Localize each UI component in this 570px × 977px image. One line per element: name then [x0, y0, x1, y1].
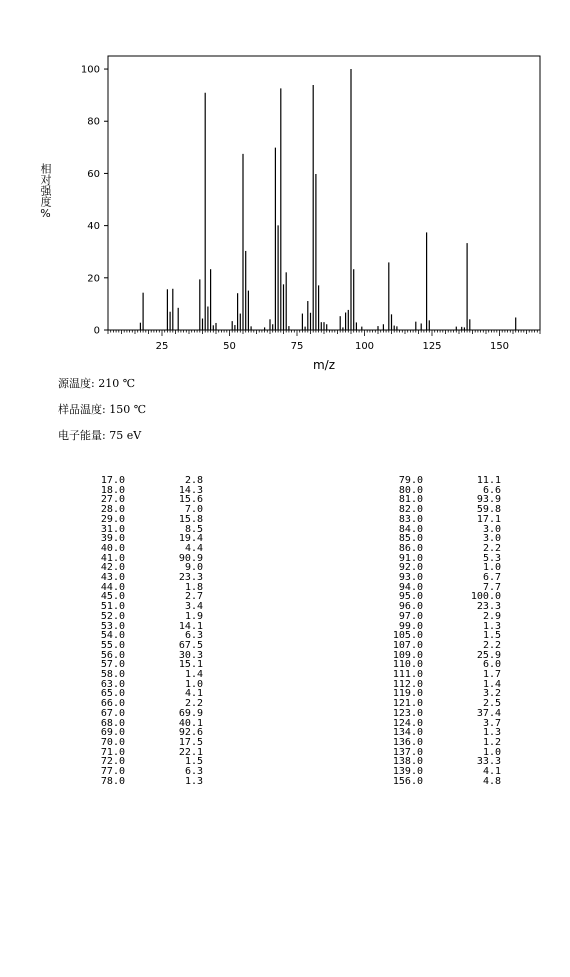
column-gap — [423, 505, 461, 515]
abundance-value: 93.9 — [476, 494, 501, 506]
abundance-value: 69.9 — [178, 707, 203, 719]
abundance-value: 14.3 — [178, 484, 203, 496]
abundance-value: 25.9 — [476, 649, 501, 661]
mz-value: 79.0 — [398, 475, 423, 486]
column-gap — [423, 680, 461, 690]
abundance-value: 3.0 — [482, 533, 501, 545]
mz-value: 84.0 — [398, 523, 423, 535]
abundance-value: 6.3 — [184, 630, 203, 642]
abundance-value: 1.4 — [184, 669, 203, 681]
mz-value: 77.0 — [100, 766, 125, 778]
abundance-value: 23.3 — [476, 601, 501, 613]
column-gap — [125, 641, 163, 651]
abundance-value: 15.6 — [178, 494, 203, 506]
mz-value: 66.0 — [100, 698, 125, 710]
mz-value: 68.0 — [100, 717, 125, 729]
column-gap — [423, 660, 461, 670]
abundance-value: 1.4 — [482, 678, 501, 690]
abundance-value: 30.3 — [178, 649, 203, 661]
abundance-value: 11.1 — [476, 475, 501, 486]
x-axis — [108, 330, 540, 352]
mz-value: 28.0 — [100, 504, 125, 516]
column-gap — [423, 573, 461, 583]
column-gap — [423, 563, 461, 573]
x-tick-label: 50 — [223, 341, 236, 352]
column-gap — [423, 709, 461, 719]
abundance-value: 5.3 — [482, 552, 501, 564]
abundance-value: 22.1 — [178, 746, 203, 758]
column-gap — [423, 699, 461, 709]
mz-value: 110.0 — [392, 659, 423, 671]
mz-value: 112.0 — [392, 678, 423, 690]
column-gap — [125, 602, 163, 612]
abundance-value: 37.4 — [476, 707, 501, 719]
abundance-value: 15.8 — [178, 513, 203, 525]
column-gap — [423, 767, 461, 777]
abundance-value: 2.2 — [482, 639, 501, 651]
abundance-value: 7.0 — [184, 504, 203, 516]
mz-value: 55.0 — [100, 639, 125, 651]
mz-value: 31.0 — [100, 523, 125, 535]
mz-value: 18.0 — [100, 484, 125, 496]
column-gap — [423, 651, 461, 661]
abundance-value: 4.1 — [482, 766, 501, 778]
mz-value: 81.0 — [398, 494, 423, 506]
column-gap — [423, 476, 461, 486]
x-tick-label: 100 — [354, 341, 375, 352]
mz-value: 124.0 — [392, 717, 423, 729]
column-gap — [125, 738, 163, 748]
abundance-value: 6.3 — [184, 766, 203, 778]
column-gap — [125, 495, 163, 505]
mz-value: 139.0 — [392, 766, 423, 778]
column-gap — [423, 495, 461, 505]
mz-value: 58.0 — [100, 669, 125, 681]
mz-value: 54.0 — [100, 630, 125, 642]
spectrum-bars — [140, 69, 515, 330]
peak-table-left — [89, 476, 203, 787]
column-gap — [423, 525, 461, 535]
mz-value: 96.0 — [398, 601, 423, 613]
column-gap — [423, 641, 461, 651]
abundance-value: 90.9 — [178, 552, 203, 564]
mz-value: 72.0 — [100, 756, 125, 768]
mz-value: 105.0 — [392, 630, 423, 642]
mz-value: 99.0 — [398, 620, 423, 632]
abundance-value: 9.0 — [184, 562, 203, 574]
abundance-value: 2.8 — [184, 475, 203, 486]
column-gap — [125, 767, 163, 777]
mz-value: 123.0 — [392, 707, 423, 719]
column-gap — [423, 622, 461, 632]
mz-value: 83.0 — [398, 513, 423, 525]
column-gap — [423, 602, 461, 612]
column-gap — [423, 534, 461, 544]
mz-value: 41.0 — [100, 552, 125, 564]
abundance-value: 1.0 — [184, 678, 203, 690]
abundance-value: 19.4 — [178, 533, 203, 545]
mz-value: 121.0 — [392, 698, 423, 710]
mz-value: 45.0 — [100, 591, 125, 603]
column-gap — [125, 612, 163, 622]
column-gap — [423, 554, 461, 564]
mz-value: 56.0 — [100, 649, 125, 661]
mz-value: 136.0 — [392, 736, 423, 748]
x-tick-label: 25 — [155, 341, 169, 352]
column-gap — [423, 612, 461, 622]
mz-value: 82.0 — [398, 504, 423, 516]
column-gap — [423, 689, 461, 699]
abundance-value: 1.3 — [184, 775, 203, 787]
column-gap — [125, 563, 163, 573]
mz-value: 39.0 — [100, 533, 125, 545]
column-gap — [125, 554, 163, 564]
mz-value: 91.0 — [398, 552, 423, 564]
column-gap — [423, 670, 461, 680]
abundance-value: 1.5 — [482, 630, 501, 642]
mz-value: 57.0 — [100, 659, 125, 671]
mz-value: 119.0 — [392, 688, 423, 700]
mz-value: 65.0 — [100, 688, 125, 700]
abundance-value: 4.4 — [184, 542, 203, 554]
mz-value: 80.0 — [398, 484, 423, 496]
abundance-value: 1.2 — [482, 736, 501, 748]
abundance-value: 2.5 — [482, 698, 501, 710]
abundance-value: 17.5 — [178, 736, 203, 748]
abundance-value: 6.7 — [482, 572, 501, 584]
abundance-value: 4.8 — [482, 775, 501, 787]
column-gap — [125, 583, 163, 593]
column-gap — [423, 515, 461, 525]
abundance-value: 33.3 — [476, 756, 501, 768]
mass-spectrum-chart — [0, 0, 570, 375]
abundance-value: 59.8 — [476, 504, 501, 516]
mz-value: 85.0 — [398, 533, 423, 545]
abundance-value: 1.9 — [184, 610, 203, 622]
mz-value: 63.0 — [100, 678, 125, 690]
abundance-value: 40.1 — [178, 717, 203, 729]
mz-value: 69.0 — [100, 727, 125, 739]
peak-table-right — [387, 476, 501, 787]
abundance-value: 3.2 — [482, 688, 501, 700]
column-gap — [423, 486, 461, 496]
abundance-value: 2.9 — [482, 610, 501, 622]
column-gap — [125, 486, 163, 496]
abundance-value: 6.0 — [482, 659, 501, 671]
mz-value: 52.0 — [100, 610, 125, 622]
x-tick-label: 75 — [290, 341, 304, 352]
x-axis-label: m/z — [312, 358, 336, 372]
abundance-value: 1.3 — [482, 727, 501, 739]
column-gap — [125, 689, 163, 699]
mz-value: 51.0 — [100, 601, 125, 613]
abundance-value: 1.0 — [482, 562, 501, 574]
sample-temperature: 样品温度: 150 ℃ — [58, 403, 146, 416]
y-tick-label: 100 — [80, 64, 100, 76]
abundance-value: 23.3 — [178, 572, 203, 584]
abundance-value: 1.7 — [482, 669, 501, 681]
column-gap — [125, 651, 163, 661]
mz-value: 137.0 — [392, 746, 423, 758]
abundance-value: 3.7 — [482, 717, 501, 729]
mz-value: 94.0 — [398, 581, 423, 593]
column-gap — [125, 631, 163, 641]
column-gap — [423, 738, 461, 748]
x-tick-label: 150 — [489, 341, 510, 352]
abundance-value: 92.6 — [178, 727, 203, 739]
y-tick-label: 40 — [87, 221, 100, 233]
column-gap — [423, 748, 461, 758]
column-gap — [125, 515, 163, 525]
column-gap — [125, 719, 163, 729]
column-gap — [423, 583, 461, 593]
mz-value: 71.0 — [100, 746, 125, 758]
abundance-value: 7.7 — [482, 581, 501, 593]
mz-value: 95.0 — [398, 591, 423, 603]
abundance-value: 3.0 — [482, 523, 501, 535]
abundance-value: 1.0 — [482, 746, 501, 758]
column-gap — [125, 757, 163, 767]
mz-value: 40.0 — [100, 542, 125, 554]
y-tick-label: 80 — [87, 116, 100, 128]
column-gap — [125, 699, 163, 709]
column-gap — [125, 680, 163, 690]
column-gap — [125, 660, 163, 670]
column-gap — [125, 544, 163, 554]
column-gap — [423, 719, 461, 729]
mz-value: 44.0 — [100, 581, 125, 593]
column-gap — [423, 592, 461, 602]
abundance-value: 6.6 — [482, 484, 501, 496]
column-gap — [125, 728, 163, 738]
mz-value: 67.0 — [100, 707, 125, 719]
mz-value: 97.0 — [398, 610, 423, 622]
mz-value: 29.0 — [100, 513, 125, 525]
abundance-value: 2.2 — [184, 698, 203, 710]
abundance-value: 8.5 — [184, 523, 203, 535]
mz-value: 109.0 — [392, 649, 423, 661]
column-gap — [423, 544, 461, 554]
table-row — [89, 777, 203, 787]
mz-value: 156.0 — [392, 775, 423, 787]
column-gap — [125, 709, 163, 719]
abundance-value: 3.4 — [184, 601, 203, 613]
column-gap — [423, 777, 461, 787]
mz-value: 43.0 — [100, 572, 125, 584]
mz-value: 70.0 — [100, 736, 125, 748]
column-gap — [125, 622, 163, 632]
abundance-value: 1.3 — [482, 620, 501, 632]
abundance-value: 1.5 — [184, 756, 203, 768]
abundance-value: 17.1 — [476, 513, 501, 525]
abundance-value: 4.1 — [184, 688, 203, 700]
column-gap — [125, 748, 163, 758]
abundance-value: 14.1 — [178, 620, 203, 632]
mz-value: 93.0 — [398, 572, 423, 584]
mz-value: 111.0 — [392, 669, 423, 681]
column-gap — [125, 592, 163, 602]
electron-energy: 电子能量: 75 eV — [58, 429, 142, 442]
abundance-value: 2.2 — [482, 542, 501, 554]
table-row — [387, 777, 501, 787]
mz-value: 134.0 — [392, 727, 423, 739]
y-axis-label: 相对强度% — [39, 163, 52, 220]
column-gap — [423, 757, 461, 767]
y-tick-label: 20 — [87, 273, 100, 285]
mz-value: 17.0 — [100, 475, 125, 486]
mz-value: 53.0 — [100, 620, 125, 632]
mz-value: 92.0 — [398, 562, 423, 574]
abundance-value: 15.1 — [178, 659, 203, 671]
y-tick-label: 0 — [93, 325, 100, 337]
column-gap — [125, 505, 163, 515]
column-gap — [125, 777, 163, 787]
column-gap — [423, 728, 461, 738]
mz-value: 86.0 — [398, 542, 423, 554]
abundance-value: 2.7 — [184, 591, 203, 603]
y-tick-label: 60 — [87, 168, 100, 180]
mz-value: 107.0 — [392, 639, 423, 651]
mz-value: 138.0 — [392, 756, 423, 768]
column-gap — [125, 476, 163, 486]
column-gap — [423, 631, 461, 641]
column-gap — [125, 670, 163, 680]
mz-value: 78.0 — [100, 775, 125, 787]
x-tick-label: 125 — [422, 341, 442, 352]
column-gap — [125, 534, 163, 544]
conditions-block — [58, 377, 146, 455]
abundance-value: 100.0 — [470, 591, 501, 603]
column-gap — [125, 525, 163, 535]
mz-value: 27.0 — [100, 494, 125, 506]
source-temperature: 源温度: 210 ℃ — [58, 377, 135, 390]
mz-value: 42.0 — [100, 562, 125, 574]
column-gap — [125, 573, 163, 583]
abundance-value: 1.8 — [184, 581, 203, 593]
abundance-value: 67.5 — [178, 639, 203, 651]
y-axis — [81, 65, 108, 337]
